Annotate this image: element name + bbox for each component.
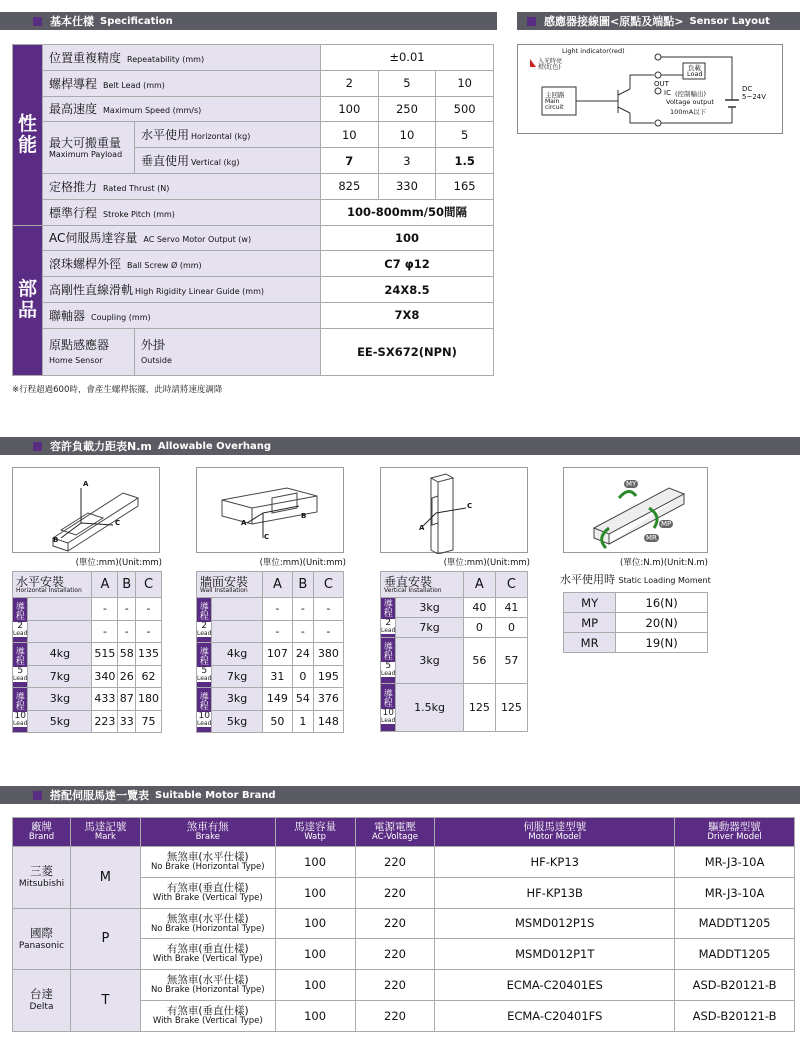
overhang-header — [0, 437, 800, 455]
load-en-label: Load — [687, 70, 703, 78]
overhang-row — [197, 688, 344, 711]
lead-value: 10 — [198, 710, 210, 721]
voltage-output-label: Voltage output — [666, 98, 714, 106]
brake-en: No Brake (Horizontal Type) — [150, 985, 265, 996]
motor-model-cell: MSMD012P1S — [435, 908, 675, 939]
overhang-value: 0 — [293, 665, 314, 688]
moment-table — [563, 592, 708, 653]
overhang-value: - — [262, 598, 292, 621]
moment-figure: MY MP MR — [563, 467, 708, 553]
unit-label-vertical: (單位:mm)(Unit:mm) — [443, 558, 530, 568]
overhang-value: 380 — [313, 643, 343, 666]
overhang-row — [197, 710, 344, 733]
spec-row-coupling: 聯軸器 Coupling (mm) 7X8 — [13, 302, 494, 328]
sensor-header-zh: 感應器接線圖<原點及端點> — [544, 15, 684, 28]
brake-en: No Brake (Horizontal Type) — [150, 923, 265, 934]
spec-row-repeatability: 性能 位置重複精度 Repeatability (mm) ±0.01 — [13, 45, 494, 71]
overhang-value-c: 57 — [495, 638, 527, 684]
brake-en: No Brake (Horizontal Type) — [150, 862, 265, 873]
watt-cell: 100 — [275, 908, 355, 939]
dc-label: DC — [742, 85, 753, 93]
overhang-value: 75 — [136, 710, 162, 733]
overhang-value: 195 — [313, 665, 343, 688]
weight-cell: 3kg — [212, 688, 262, 711]
weight-cell: 5kg — [28, 710, 92, 733]
overhang-value: - — [262, 620, 292, 643]
lead-zh-char: 導 — [383, 643, 393, 653]
overhang-value: 433 — [92, 688, 118, 711]
weight-cell: 7kg — [28, 665, 92, 688]
motor-model-cell: HF-KP13B — [435, 877, 675, 908]
watt-cell: 100 — [275, 847, 355, 878]
motor-header-zh: 搭配伺服馬達一覽表 — [50, 789, 149, 802]
brake-cell — [140, 939, 275, 970]
overhang-value: 1 — [293, 710, 314, 733]
overhang-row — [13, 710, 162, 733]
lead-cell — [197, 688, 212, 733]
overhang-row — [197, 620, 344, 643]
lead-en: Lead — [13, 719, 28, 727]
lead-en: Lead — [381, 670, 396, 677]
watt-cell: 100 — [275, 970, 355, 1001]
overhang-row — [381, 618, 528, 638]
wall-overhang-table: 牆面安裝 Wall Installation A B C 導 程 2 Lead - - - - - - 導 程 5 Lead 4kg 107 24 380 7kg 31 0 195 導 程 10 Lead 3kg 149 54 376 5kg 50 1 148 — [196, 571, 344, 733]
moment-value: 16(N) — [616, 593, 708, 613]
brake-zh: 無煞車(水平仕樣) — [166, 974, 249, 987]
lead-zh-char: 導 — [15, 692, 25, 703]
led-icon — [530, 59, 536, 67]
overhang-value-a: 40 — [463, 598, 495, 618]
overhang-row — [197, 598, 344, 621]
column-zh: 電源電壓 — [373, 821, 416, 834]
repeatability-value: ±0.01 — [320, 45, 493, 71]
axis-b-label: B — [53, 536, 59, 544]
weight-cell — [212, 620, 262, 643]
lead-en: Lead — [13, 629, 28, 637]
motor-model-cell: ECMA-C20401FS — [435, 1000, 675, 1031]
lead-cell — [13, 598, 28, 643]
overhang-value: 223 — [92, 710, 118, 733]
brake-en: With Brake (Vertical Type) — [152, 892, 263, 903]
lead-en: Lead — [381, 627, 396, 634]
lead-cell — [381, 638, 396, 684]
brand-zh: 三菱 — [29, 863, 53, 878]
overhang-value-c: 0 — [495, 618, 527, 638]
lead-cell — [381, 684, 396, 732]
overhang-value: 135 — [136, 643, 162, 666]
sensor-diagram — [517, 44, 783, 134]
overhang-value-c: 41 — [495, 598, 527, 618]
overhang-row — [381, 684, 528, 732]
column-en: Brake — [195, 832, 220, 843]
header-square-icon — [33, 442, 42, 451]
spec-row-thrust: 定格推力 Rated Thrust (N) 825 330 165 — [13, 173, 494, 199]
column-zh: 馬達容量 — [294, 821, 337, 834]
overhang-value: 50 — [262, 710, 292, 733]
overhang-value: 58 — [118, 643, 136, 666]
lead-zh-char: 導 — [15, 602, 25, 613]
overhang-value: 87 — [118, 688, 136, 711]
weight-cell: 3kg — [396, 638, 463, 684]
moment-row — [564, 593, 708, 613]
brand-en: Delta — [29, 1002, 54, 1013]
weight-cell: 4kg — [212, 643, 262, 666]
driver-model-cell: MR-J3-10A — [675, 877, 795, 908]
wall-install-drawing — [197, 468, 345, 554]
motor-column-header — [70, 818, 140, 847]
lead-value: 10 — [14, 710, 26, 721]
out-label: OUT — [654, 80, 669, 88]
lead-cell — [13, 688, 28, 733]
group-performance: 性能 — [13, 45, 43, 226]
overhang-value: 54 — [293, 688, 314, 711]
column-zh: 廠牌 — [30, 821, 52, 834]
spec-row-guide: 高剛性直線滑軌 High Rigidity Linear Guide (mm) 24X8.5 — [13, 277, 494, 303]
overhang-value: 515 — [92, 643, 118, 666]
lead-zh-char: 程 — [15, 656, 25, 667]
lead-value: 2 — [197, 622, 211, 631]
weight-cell: 3kg — [28, 688, 92, 711]
overhang-value-c: 125 — [495, 684, 527, 732]
column-zh: 驅動器型號 — [708, 821, 761, 834]
voltage-cell: 220 — [355, 877, 435, 908]
spec-table — [12, 44, 494, 376]
overhang-row — [13, 620, 162, 643]
overhang-value: 180 — [136, 688, 162, 711]
sensor-header-en: Sensor Layout — [689, 15, 770, 27]
weight-cell: 7kg — [212, 665, 262, 688]
driver-model-cell: ASD-B20121-B — [675, 970, 795, 1001]
brake-zh: 有煞車(垂直仕樣) — [166, 1004, 249, 1017]
motor-table — [12, 817, 795, 1032]
current-label: 100mA以下 — [670, 108, 707, 116]
sensor-header — [517, 12, 800, 30]
overhang-value: - — [313, 598, 343, 621]
watt-cell: 100 — [275, 1000, 355, 1031]
column-en: Brand — [28, 832, 55, 843]
weight-cell: 5kg — [212, 710, 262, 733]
mark-cell: T — [70, 970, 140, 1032]
lead-value: 10 — [382, 708, 394, 718]
overhang-row — [381, 638, 528, 684]
brand-zh: 台達 — [29, 987, 53, 1002]
mark-cell: M — [70, 847, 140, 909]
lead-value: 5 — [381, 662, 395, 671]
column-en: AC-Voltage — [371, 832, 418, 843]
spec-header — [0, 12, 497, 30]
weight-cell: 4kg — [28, 643, 92, 666]
overhang-value: - — [118, 620, 136, 643]
watt-cell: 100 — [275, 939, 355, 970]
lead-zh-char: 導 — [383, 690, 393, 700]
header-square-icon — [527, 17, 536, 26]
lead-zh-char: 導 — [199, 647, 209, 658]
overhang-value-a: 56 — [463, 638, 495, 684]
voltage-cell: 220 — [355, 908, 435, 939]
spec-header-en: Specification — [100, 15, 173, 27]
ic-label: IC — [664, 89, 671, 97]
lead-cell — [197, 598, 212, 643]
lead-zh-char: 程 — [199, 656, 209, 667]
overhang-value: 376 — [313, 688, 343, 711]
lead-en: Lead — [197, 719, 212, 727]
driver-model-cell: MADDT1205 — [675, 939, 795, 970]
motor-column-header — [13, 818, 71, 847]
lead-zh-char: 程 — [199, 701, 209, 712]
lead-value: 5 — [197, 667, 211, 676]
lead-value: 2 — [13, 622, 27, 631]
lead-zh-char: 導 — [383, 600, 393, 610]
motor-model-cell: MSMD012P1T — [435, 939, 675, 970]
vertical-overhang-table: 垂直安裝 Vertical Installation A C 導 程 2 Lead 3kg 40 41 7kg 0 0 導 程 5 Lead 3kg 56 57 導 程 10 Lead 1.5kg 125 125 — [380, 571, 528, 732]
brand-en: Mitsubishi — [18, 878, 65, 889]
overhang-row — [197, 643, 344, 666]
lead-value: 2 — [381, 619, 395, 628]
overhang-value: - — [118, 598, 136, 621]
unit-label-horizontal: (單位:mm)(Unit:mm) — [75, 558, 162, 568]
vertical-install-figure: C A — [380, 467, 528, 553]
overhang-row — [13, 598, 162, 621]
brake-cell — [140, 970, 275, 1001]
moment-value: 20(N) — [616, 613, 708, 633]
wall-install-figure: A C B — [196, 467, 344, 553]
driver-model-cell: MR-J3-10A — [675, 847, 795, 878]
overhang-header-en: Allowable Overhang — [157, 440, 272, 452]
brand-zh: 國際 — [29, 925, 53, 940]
overhang-value-a: 125 — [463, 684, 495, 732]
lead-zh-char: 程 — [383, 699, 393, 709]
overhang-value: - — [92, 620, 118, 643]
lead-en: Lead — [197, 629, 212, 637]
motor-model-cell: HF-KP13 — [435, 847, 675, 878]
overhang-row — [197, 665, 344, 688]
moment-row — [564, 633, 708, 653]
voltage-cell: 220 — [355, 1000, 435, 1031]
brake-zh: 無煞車(水平仕樣) — [166, 850, 249, 863]
lead-zh-char: 導 — [199, 692, 209, 703]
terminal-out — [655, 72, 661, 78]
brake-cell — [140, 908, 275, 939]
moment-key: MP — [564, 613, 616, 633]
overhang-value: - — [136, 598, 162, 621]
moment-value: 19(N) — [616, 633, 708, 653]
voltage-cell: 220 — [355, 939, 435, 970]
overhang-value: 24 — [293, 643, 314, 666]
main-circuit-zh: 主回路 — [545, 91, 565, 99]
lead-zh-char: 程 — [15, 611, 25, 622]
lead-zh-char: 程 — [383, 652, 393, 662]
column-en: Watp — [304, 832, 326, 843]
voltage-cell: 220 — [355, 847, 435, 878]
spec-row-stroke: 標準行程 Stroke Pitch (mm) 100-800mm/50間隔 — [13, 199, 494, 225]
brake-cell — [140, 877, 275, 908]
axis-a-label: A — [83, 480, 89, 488]
moment-title: 水平使用時 Static Loading Moment — [560, 573, 711, 586]
brake-cell — [140, 847, 275, 878]
driver-model-cell: ASD-B20121-B — [675, 1000, 795, 1031]
lead-en: Lead — [381, 717, 396, 724]
overhang-value: 107 — [262, 643, 292, 666]
main-circuit-en: Main circuit — [545, 98, 564, 111]
motor-column-header — [355, 818, 435, 847]
overhang-row — [13, 665, 162, 688]
overhang-value: - — [136, 620, 162, 643]
motor-header-en: Suitable Motor Brand — [155, 789, 276, 801]
motor-column-header — [435, 818, 675, 847]
brake-zh: 無煞車(水平仕樣) — [166, 912, 249, 925]
motor-column-header — [140, 818, 275, 847]
brake-en: With Brake (Vertical Type) — [152, 1016, 263, 1027]
weight-cell — [212, 598, 262, 621]
overhang-row — [381, 598, 528, 618]
lead-en: Lead — [197, 674, 212, 682]
column-en: Driver Model — [707, 832, 762, 843]
brand-cell — [13, 970, 71, 1032]
group-parts: 部品 — [13, 225, 43, 375]
overhang-value: - — [92, 598, 118, 621]
dc-battery-icon — [725, 100, 739, 107]
unit-label-wall: (單位:mm)(Unit:mm) — [259, 558, 346, 568]
motor-table-header — [13, 818, 795, 847]
unit-label-moment: (單位:N.m)(Unit:N.m) — [620, 558, 708, 568]
motor-header — [0, 786, 800, 804]
moment-key: MY — [564, 593, 616, 613]
horizontal-install-figure — [12, 467, 160, 553]
overhang-value: - — [293, 598, 314, 621]
transistor-symbol — [576, 89, 630, 113]
lead-zh-char: 程 — [383, 609, 393, 619]
motor-column-header — [275, 818, 355, 847]
axis-c-label: C — [115, 519, 121, 527]
spec-row-payload-horizontal: 最大可搬重量 Maximum Payload 水平使用 Horizontal (kg) 10 10 5 — [13, 122, 494, 148]
ic-zh-label: (控制輸出) — [675, 90, 707, 98]
overhang-value: 62 — [136, 665, 162, 688]
light-zh-label: 入光時亮燈(紅色) — [538, 58, 563, 71]
weight-cell: 3kg — [396, 598, 463, 618]
lead-cell — [13, 643, 28, 688]
motor-model-cell: ECMA-C20401ES — [435, 970, 675, 1001]
spec-row-ballscrew: 滾珠螺桿外徑 Ball Screw Ø (mm) C7 φ12 — [13, 251, 494, 277]
overhang-row — [13, 643, 162, 666]
overhang-value: 340 — [92, 665, 118, 688]
lead-zh-char: 導 — [199, 602, 209, 613]
mark-cell: P — [70, 908, 140, 970]
motor-row — [13, 908, 795, 939]
weight-cell — [28, 620, 92, 643]
my-arrow-icon — [619, 491, 636, 498]
overhang-value: - — [313, 620, 343, 643]
overhang-value-a: 0 — [463, 618, 495, 638]
terminal-plus — [655, 54, 661, 60]
motor-column-header — [675, 818, 795, 847]
voltage-cell: 220 — [355, 970, 435, 1001]
terminal-gnd — [655, 120, 661, 126]
spec-row-payload-vertical: 垂直使用 Vertical (kg) 7 3 1.5 — [13, 148, 494, 174]
overhang-value: 148 — [313, 710, 343, 733]
spec-row-lead: 螺桿導程 Belt Lead (mm) 2 5 10 — [13, 70, 494, 96]
brake-zh: 有煞車(垂直仕樣) — [166, 943, 249, 956]
moment-row — [564, 613, 708, 633]
overhang-value: 26 — [118, 665, 136, 688]
column-zh: 煞車有無 — [186, 821, 229, 834]
overhang-value: - — [293, 620, 314, 643]
weight-cell — [28, 598, 92, 621]
dc-range-label: 5~24V — [742, 93, 767, 101]
brake-en: With Brake (Vertical Type) — [152, 954, 263, 965]
watt-cell: 100 — [275, 877, 355, 908]
brake-zh: 有煞車(垂直仕樣) — [166, 881, 249, 894]
column-en: Motor Model — [528, 832, 582, 843]
spec-row-motor-output: 部品 AC伺服馬達容量 AC Servo Motor Output (w) 100 — [13, 225, 494, 251]
header-square-icon — [33, 17, 42, 26]
brand-en: Panasonic — [18, 940, 65, 951]
moment-key: MR — [564, 633, 616, 653]
lead-zh-char: 程 — [15, 701, 25, 712]
overhang-header-zh: 容許負載力距表N.m — [50, 440, 152, 453]
spec-note: ※行程超過600時，會產生螺桿振擺，此時請將速度調降 — [12, 385, 223, 395]
lead-value: 5 — [13, 667, 27, 676]
weight-cell: 7kg — [396, 618, 463, 638]
lead-zh-char: 程 — [199, 611, 209, 622]
column-en: Mark — [94, 832, 116, 843]
lead-zh-char: 導 — [15, 647, 25, 658]
brake-cell — [140, 1000, 275, 1031]
weight-cell: 1.5kg — [396, 684, 463, 732]
vertical-install-drawing — [381, 468, 529, 554]
motor-row — [13, 970, 795, 1001]
driver-model-cell: MADDT1205 — [675, 908, 795, 939]
spec-row-speed: 最高速度 Maximum Speed (mm/s) 100 250 500 — [13, 96, 494, 122]
column-zh: 伺服馬達型號 — [523, 821, 587, 834]
terminal-ic — [655, 88, 661, 94]
brand-cell — [13, 847, 71, 909]
lead-cell — [197, 643, 212, 688]
lead-en: Lead — [13, 674, 28, 682]
overhang-value: 149 — [262, 688, 292, 711]
load-zh-label: 負載 — [688, 64, 701, 72]
light-indicator-label: Light indicator(red) — [562, 47, 625, 55]
horizontal-overhang-table: 水平安裝 Horizontal Installation A B C 導 程 2 Lead - - - - - - 導 程 5 Lead 4kg 515 58 135 7kg 340 26 62 導 程 10 Lead 3kg 433 87 180 5kg 223 33 75 — [12, 571, 162, 733]
brand-cell — [13, 908, 71, 970]
spec-header-zh: 基本仕樣 — [50, 15, 94, 28]
overhang-value: 31 — [262, 665, 292, 688]
motor-row — [13, 847, 795, 878]
header-square-icon — [33, 791, 42, 800]
sensor-wires — [630, 75, 654, 123]
overhang-row — [13, 688, 162, 711]
column-zh: 馬達記號 — [84, 821, 127, 834]
spec-row-home-sensor: 原點感應器 Home Sensor 外掛 Outside EE-SX672(NPN) — [13, 328, 494, 375]
lead-cell — [381, 598, 396, 638]
overhang-value: 33 — [118, 710, 136, 733]
